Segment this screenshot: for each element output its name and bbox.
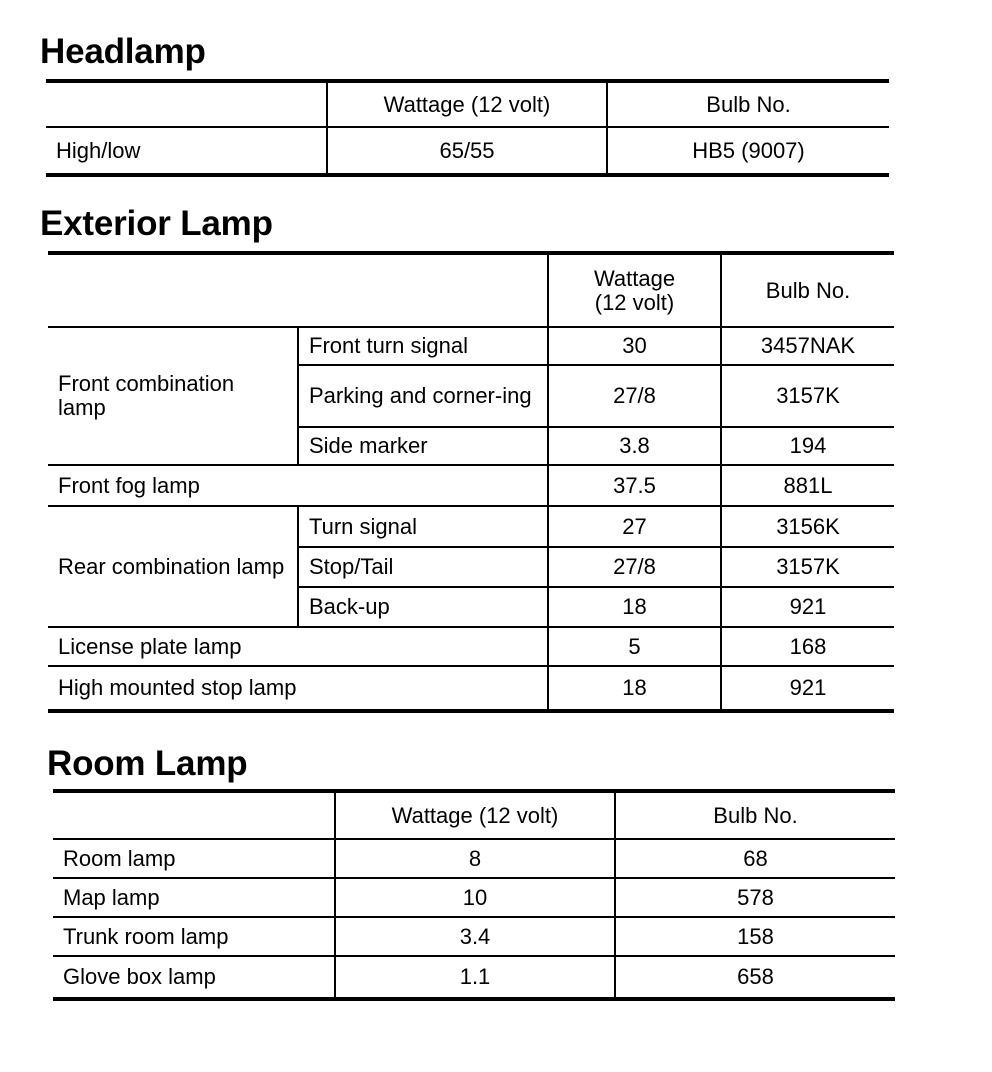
headlamp-table	[46, 79, 889, 177]
row-bulb: 578	[615, 878, 895, 917]
row-wattage: 65/55	[327, 127, 607, 175]
table-row	[53, 917, 895, 956]
table-row	[53, 839, 895, 878]
table-header-row	[53, 791, 895, 839]
table-header-row	[46, 81, 889, 127]
table-row	[46, 127, 889, 175]
row-bulb: 158	[615, 917, 895, 956]
table-row	[48, 465, 894, 506]
exterior-lamp-table	[48, 251, 894, 713]
row-item: High/low	[56, 137, 141, 163]
row-wattage: 18	[548, 587, 721, 627]
front-combination-lamp-label: Front combination lamp	[58, 371, 235, 420]
header-wattage	[548, 253, 721, 327]
header-bulb-no: Bulb No.	[615, 791, 895, 839]
exterior-lamp-title: Exterior Lamp	[40, 204, 273, 243]
row-bulb: 68	[615, 839, 895, 878]
row-wattage: 27/8	[548, 547, 721, 587]
row-bulb: 921	[721, 587, 894, 627]
row-item: Side marker	[298, 427, 548, 465]
row-item: Back-up	[298, 587, 548, 627]
row-item: Front fog lamp	[58, 472, 200, 498]
room-lamp-title: Room Lamp	[47, 744, 248, 783]
header-bulb-no: Bulb No.	[607, 81, 889, 127]
row-item: License plate lamp	[58, 633, 242, 659]
row-wattage: 3.4	[335, 917, 615, 956]
table-header-row	[48, 253, 894, 327]
rear-combination-lamp-label: Rear combination lamp	[58, 553, 285, 579]
table-row	[48, 327, 894, 365]
header-wattage: Wattage (12 volt)	[335, 791, 615, 839]
row-bulb: 194	[721, 427, 894, 465]
row-item: Turn signal	[298, 506, 548, 547]
table-row	[53, 878, 895, 917]
row-wattage: 37.5	[548, 465, 721, 506]
row-wattage: 10	[335, 878, 615, 917]
row-item: Trunk room lamp	[63, 923, 229, 949]
table-row	[53, 956, 895, 999]
row-bulb: 921	[721, 666, 894, 711]
row-bulb: HB5 (9007)	[607, 127, 889, 175]
header-item-cell	[46, 81, 327, 127]
row-wattage: 27/8	[548, 365, 721, 427]
row-item: Parking and corner-ing	[298, 365, 548, 427]
header-bulb-no: Bulb No.	[721, 253, 894, 327]
headlamp-title: Headlamp	[40, 32, 206, 71]
row-wattage: 8	[335, 839, 615, 878]
row-wattage: 30	[548, 327, 721, 365]
row-wattage: 1.1	[335, 956, 615, 999]
table-row	[48, 506, 894, 547]
row-wattage: 18	[548, 666, 721, 711]
header-item-cell	[48, 253, 548, 327]
row-item: Map lamp	[63, 884, 160, 910]
row-bulb: 3157K	[721, 547, 894, 587]
row-bulb: 3157K	[721, 365, 894, 427]
header-wattage: Wattage (12 volt)	[327, 81, 607, 127]
row-bulb: 3156K	[721, 506, 894, 547]
row-item: Front turn signal	[298, 327, 548, 365]
row-item: Glove box lamp	[63, 964, 216, 989]
row-wattage: 27	[548, 506, 721, 547]
row-item: High mounted stop lamp	[58, 675, 297, 700]
header-wattage-line1: Wattage	[593, 265, 676, 291]
row-bulb: 168	[721, 627, 894, 666]
row-wattage: 3.8	[548, 427, 721, 465]
row-wattage: 5	[548, 627, 721, 666]
table-row	[48, 666, 894, 711]
row-item: Room lamp	[63, 845, 176, 871]
header-wattage-line2: (12 volt)	[594, 289, 675, 315]
row-bulb: 658	[615, 956, 895, 999]
room-lamp-table	[53, 789, 895, 1001]
table-row	[48, 627, 894, 666]
row-item: Stop/Tail	[298, 547, 548, 587]
row-bulb: 881L	[721, 465, 894, 506]
header-item-cell	[53, 791, 335, 839]
row-bulb: 3457NAK	[721, 327, 894, 365]
